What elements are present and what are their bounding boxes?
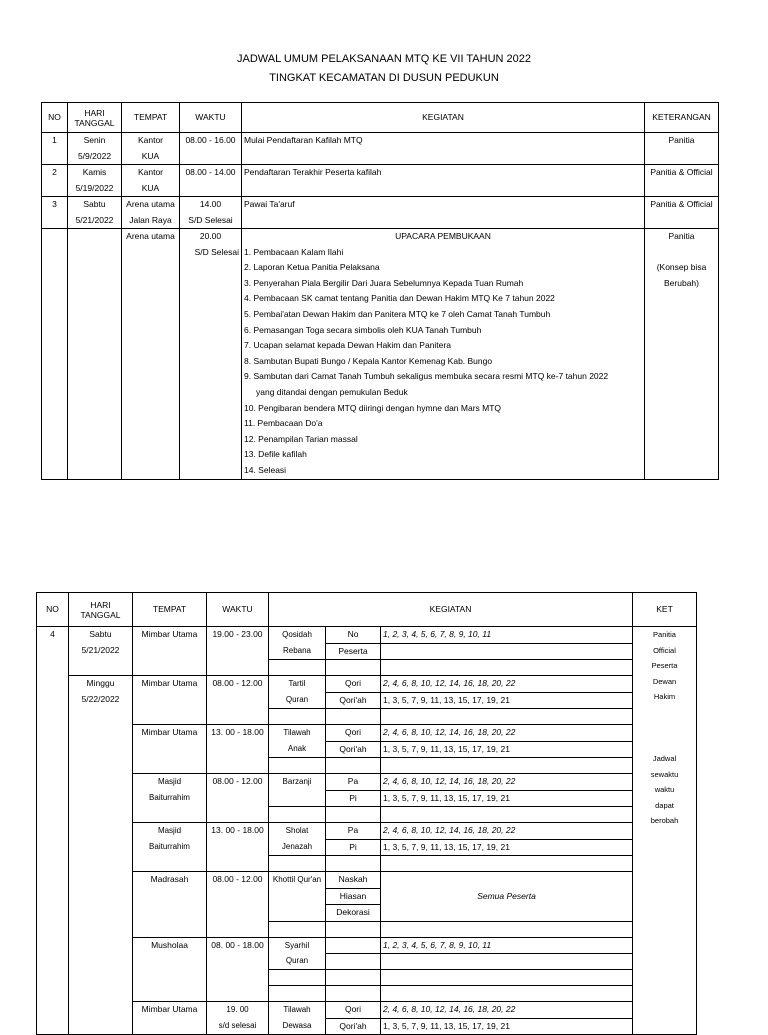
row-keterangan: Panitia & Official: [645, 165, 719, 197]
row-waktu: 08.00 - 16.00: [180, 133, 242, 165]
row-hari-tanggal: Senin 5/9/2022: [68, 133, 122, 165]
header-tempat: TEMPAT: [122, 103, 180, 133]
row-keterangan: Panitia (Konsep bisa Berubah): [645, 229, 719, 480]
row-tempat: Kantor KUA: [122, 133, 180, 165]
header-kegiatan: KEGIATAN: [269, 593, 633, 627]
opening-ceremony-heading: UPACARA PEMBUKAAN: [395, 231, 491, 241]
header-no: NO: [42, 103, 68, 133]
day2-hari-tanggal: Minggu 5/22/2022: [69, 676, 133, 1035]
list-item: 10. Pengibaran bendera MTQ diiringi dengan hymne dan Mars MTQ: [244, 402, 502, 413]
list-item: 14. Seleasi: [244, 464, 287, 475]
day1-tempat: Mimbar Utama: [133, 627, 207, 676]
row-kegiatan: Pendaftaran Terakhir Peserta kafilah: [242, 165, 645, 197]
day1-hari-tanggal: Sabtu 5/21/2022: [69, 627, 133, 676]
row-waktu: 20.00 S/D Selesai: [180, 229, 242, 480]
list-item: 5. Pembai'atan Dewan Hakim dan Panitera MTQ ke 7 oleh Camat Tanah Tumbuh: [244, 308, 551, 319]
row-keterangan: Panitia: [645, 133, 719, 165]
keg-qosidah: Qosidah Rebana: [269, 627, 326, 660]
day1-waktu: 19.00 - 23.00: [207, 627, 269, 676]
list-item: 4. Pembacaan SK camat tentang Panitia dan Dewan Hakim MTQ Ke 7 tahun 2022: [244, 293, 555, 304]
list-item: 6. Pemasangan Toga secara simbolis oleh KUA Tanah Tumbuh: [244, 324, 482, 335]
opening-ceremony-list: [242, 229, 645, 480]
row-tempat: Kantor KUA: [122, 165, 180, 197]
document-subtitle: TINGKAT KECAMATAN DI DUSUN PEDUKUN: [269, 72, 499, 84]
header-hari-tanggal: HARI TANGGAL: [69, 593, 133, 627]
list-item: 7. Ucapan selamat kepada Dewan Hakim dan Panitera: [244, 340, 451, 351]
row-waktu: 08.00 - 14.00: [180, 165, 242, 197]
schedule-table-general: [41, 102, 719, 480]
header-no: NO: [37, 593, 69, 627]
list-item: 12. Penampilan Tarian massal: [244, 433, 358, 444]
header-tempat: TEMPAT: [133, 593, 207, 627]
table-row: [42, 165, 719, 197]
document-title: JADWAL UMUM PELAKSANAAN MTQ KE VII TAHUN 2022: [236, 53, 531, 65]
row-no: 1: [42, 133, 68, 165]
list-item: 1. Pembacaan Kalam Ilahi: [244, 246, 344, 257]
ket-column: Panitia Official Peserta Dewan Hakim Jadwal sewaktu waktu dapat berobah: [633, 627, 697, 1035]
list-item: 2. Laporan Ketua Panitia Pelaksana: [244, 262, 380, 273]
header-waktu: WAKTU: [180, 103, 242, 133]
list-item: 8. Sambutan Bupati Bungo / Kepala Kantor Kemenag Kab. Bungo: [244, 355, 493, 366]
row-hari-tanggal: Kamis 5/19/2022: [68, 165, 122, 197]
list-item: 9. Sambutan dari Camat Tanah Tumbuh sekaligus membuka secara resmi MTQ ke-7 tahun 2022: [244, 371, 609, 382]
header-waktu: WAKTU: [207, 593, 269, 627]
row-waktu: 14.00 S/D Selesai: [180, 197, 242, 229]
row-tempat: Arena utama Jalan Raya: [122, 197, 180, 229]
table-row: [42, 197, 719, 229]
header-keterangan: KETERANGAN: [645, 103, 719, 133]
table-row: [42, 229, 719, 480]
header-ket: KET: [633, 593, 697, 627]
list-item: 13. Defile kafilah: [244, 449, 307, 460]
header-kegiatan: KEGIATAN: [242, 103, 645, 133]
row-no: 2: [42, 165, 68, 197]
row-no: 3: [42, 197, 68, 229]
schedule-table-competitions: NO HARI TANGGAL TEMPAT WAKTU KEGIATAN KET 4 Sabtu 5/21/2022 Mimbar Utama 19.00 - 23.00 Qosidah Rebana No 1, 2, 3, 4, 5, 6, 7, 8, 9, 10, 11 Panitia Official Peserta Dewan Hakim Jadwal sewaktu waktu dapat berobah Peserta Minggu 5/22/2022 Mimbar Utama 08.00 - 12.00 Tartil Quran Qori 2, 4, 6, 8, 10, 12, 14, 16, 18, 20, 22 Qori'ah 1, 3, 5, 7, 9, 11, 13, 15, 17, 19, 21 Mimbar Utama 13. 00 - 18.00 Tilawah Anak Qori 2, 4, 6, 8, 10, 12, 14, 16, 18, 20, 22 Qori'ah 1, 3, 5, 7, 9, 11, 13, 15, 17, 19, 21 Masjid Baiturrahim 08.00 - 12.00 Barzanji Pa 2, 4, 6, 8, 10, 12, 14, 16, 18, 20, 22 Pi 1, 3, 5, 7, 9, 11, 13, 15, 17, 19, 21 Masjid Baiturrahim 13. 00 - 18.00 Sholat Jenazah Pa 2, 4, 6, 8, 10, 12, 14, 16, 18, 20, 22 Pi 1, 3, 5, 7, 9, 11, 13, 15, 17, 19, 21 Madrasah 08.00 - 12.00 Khottil Qur'an Naskah Semua Peserta Hiasan Dekorasi Musholaa 08. 00 - 18.00 Syarhil Quran 1, 2, 3, 4, 5, 6, 7, 8, 9, 10, 11 Mimbar Utama 19. 00 s/d selesai Tilawah Dewasa Qori 2, 4, 6, 8, 10, 12, 14, 16, 18, 20, 22 Qori'ah 1, 3, 5, 7, 9, 11, 13, 15, 17, 19, 21: [36, 592, 697, 1035]
list-item: 11. Pembacaan Do'a: [244, 418, 323, 429]
row-keterangan: Panitia & Official: [645, 197, 719, 229]
row-hari-tanggal: Sabtu 5/21/2022: [68, 197, 122, 229]
row-tempat: Arena utama: [122, 229, 180, 480]
row-no: 4: [37, 627, 69, 1035]
header-hari-tanggal: HARI TANGGAL: [68, 103, 122, 133]
row-kegiatan: Pawai Ta'aruf: [242, 197, 645, 229]
list-item: yang ditandai dengan pemukulan Beduk: [256, 386, 408, 397]
table-row: [42, 133, 719, 165]
list-item: 3. Penyerahan Piala Bergilir Dari Juara Sebelumnya Kepada Tuan Rumah: [244, 277, 524, 288]
row-kegiatan: Mulai Pendaftaran Kafilah MTQ: [242, 133, 645, 165]
